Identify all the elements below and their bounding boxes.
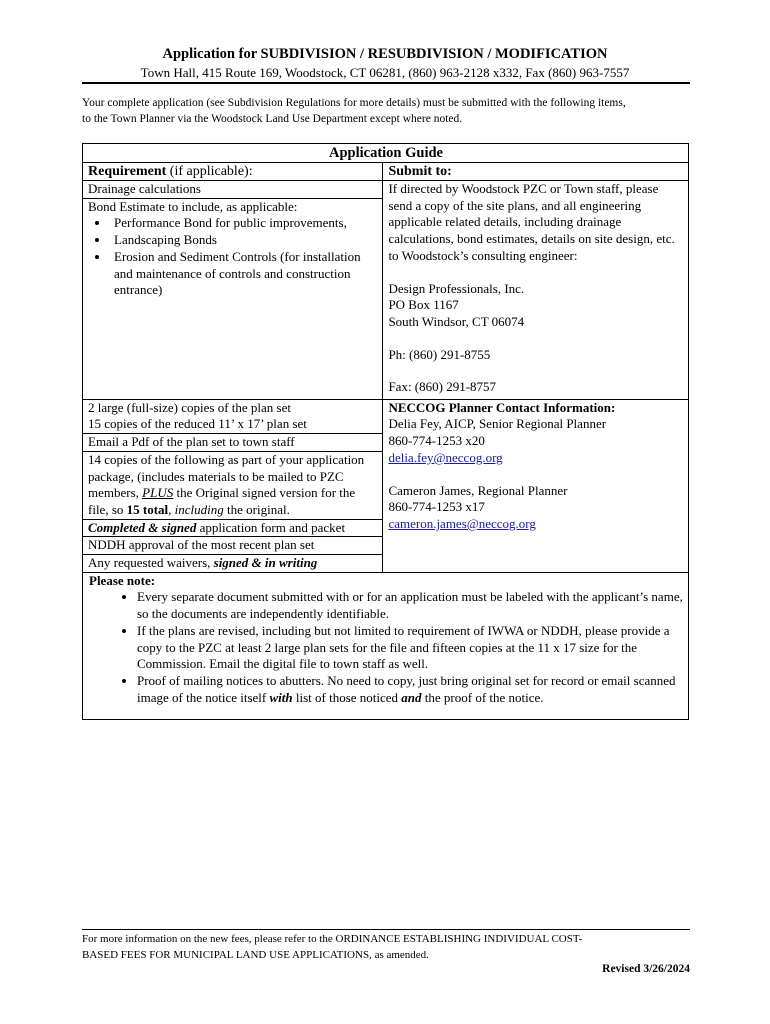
neccog-title: NECCOG Planner Contact Information: (388, 399, 616, 415)
bond-estimate-cell (83, 198, 383, 399)
planner-2-phone: 860-774-1253 x17 (388, 499, 485, 515)
planner-2-email-link[interactable]: cameron.james@neccog.org (388, 515, 536, 531)
waivers-cell (83, 555, 383, 573)
bond-item: • Landscaping Bonds (110, 232, 378, 249)
footer-line-1: For more information on the new fees, please refer to the ORDINANCE ESTABLISHING INDIVIDUAL COST- (82, 933, 583, 945)
note-item (137, 673, 684, 706)
please-note-cell (83, 572, 689, 719)
consultant-phone: Ph: (860) 291-8755 (388, 346, 491, 362)
consultant-city: South Windsor, CT 06074 (388, 313, 525, 329)
submit-label: Submit to: (388, 164, 452, 179)
intro-paragraph (82, 95, 692, 127)
note-3-with: with (269, 689, 293, 705)
footer-divider (82, 929, 690, 930)
copies-plus: PLUS (142, 485, 174, 501)
note-3-text-b: list of those noticed (292, 689, 402, 705)
copies-total: 15 total (126, 501, 169, 517)
header-divider (82, 82, 690, 84)
waivers-signed-writing: signed & in writing (213, 555, 318, 571)
note-3-text-c: the proof of the notice. (421, 689, 544, 705)
consultant-name: Design Professionals, Inc. (388, 280, 525, 296)
plan-pdf-cell: Email a Pdf of the plan set to town staff (83, 434, 383, 452)
copies-text-b: the Original signed version for the file, so (88, 485, 356, 517)
copies-text-c: , (168, 501, 175, 517)
consultant-fax: Fax: (860) 291-8757 (388, 379, 497, 395)
intro-line-1: Your complete application (see Subdivision Regulations for more details) must be submitted with the following items, (82, 97, 626, 109)
consultant-instructions: If directed by Woodstock PZC or Town staff, please send a copy of the site plans, and all engineering applicable related details, including drainage calculations, bond estimates, details on site design, etc. to Woodstock’s consulting engineer: (388, 181, 675, 263)
planner-2-name: Cameron James, Regional Planner (388, 482, 568, 498)
copies-text-d: the original. (223, 501, 290, 517)
guide-title: Application Guide (83, 144, 689, 163)
application-guide-table (82, 143, 689, 720)
document-title: Application for SUBDIVISION / RESUBDIVISION / MODIFICATION (162, 46, 608, 62)
note-3-text-a: Proof of mailing notices to abutters. No need to copy, just bring original set for record or email scanned image of the notice itself (137, 672, 676, 705)
plan-large-copies: 2 large (full-size) copies of the plan set (88, 399, 291, 415)
plan-sets-cell (83, 399, 383, 433)
note-3-and: and (401, 689, 422, 705)
bond-item: • Performance Bond for public improvements, (110, 215, 378, 232)
nddh-approval-cell: NDDH approval of the most recent plan set (83, 537, 383, 555)
neccog-contact-cell (383, 399, 689, 572)
planner-1-name: Delia Fey, AICP, Senior Regional Planner (388, 416, 607, 432)
copies-cell (83, 451, 383, 519)
bond-list (88, 215, 378, 299)
copies-text-a: 14 copies of the following as part of your application package, (includes materials to be mailed to PZC members, (88, 451, 365, 501)
revision-date: Revised 3/26/2024 (602, 963, 690, 975)
planner-1-email-link[interactable]: delia.fey@neccog.org (388, 449, 503, 465)
application-form-text: application form and packet (196, 519, 346, 535)
application-form-cell (83, 519, 383, 537)
completed-signed: Completed & signed (88, 519, 197, 535)
footer-line-2: BASED FEES FOR MUNICIPAL LAND USE APPLICATIONS, as amended. (82, 949, 429, 961)
requirement-label: Requirement (88, 164, 167, 179)
requirement-note: (if applicable): (166, 164, 253, 179)
plan-reduced-copies: 15 copies of the reduced 11’ x 17’ plan set (88, 416, 307, 432)
waivers-text: Any requested waivers, (88, 555, 214, 571)
footer-note (82, 931, 692, 963)
bond-intro: Bond Estimate to include, as applicable: (88, 198, 298, 214)
copies-including: including (174, 501, 224, 517)
submit-header (383, 163, 689, 181)
consultant-engineer-cell (383, 181, 689, 400)
requirement-header (83, 163, 383, 181)
intro-line-2: to the Town Planner via the Woodstock Land Use Department except where noted. (82, 113, 463, 125)
notes-list (89, 589, 684, 706)
please-note-title: Please note: (89, 572, 156, 588)
planner-1-phone: 860-774-1253 x20 (388, 433, 485, 449)
consultant-po-box: PO Box 1167 (388, 297, 459, 313)
drainage-cell: Drainage calculations (83, 181, 383, 199)
note-item: • Every separate document submitted with or for an application must be labeled with the applicant’s name, so the documents are independently identifiable. (137, 589, 684, 622)
town-hall-address: Town Hall, 415 Route 169, Woodstock, CT 06281, (860) 963-2128 x332, Fax (860) 963-7557 (140, 65, 630, 80)
note-item: • If the plans are revised, including but not limited to requirement of IWWA or NDDH, please provide a copy to the PZC at least 2 large plan sets for the file and fifteen copies at the 11 x 17 size for the Commission. Email the digital file to town staff as well. (137, 623, 684, 673)
bond-item: • Erosion and Sediment Controls (for installation and maintenance of controls and construction entrance) (110, 249, 378, 299)
